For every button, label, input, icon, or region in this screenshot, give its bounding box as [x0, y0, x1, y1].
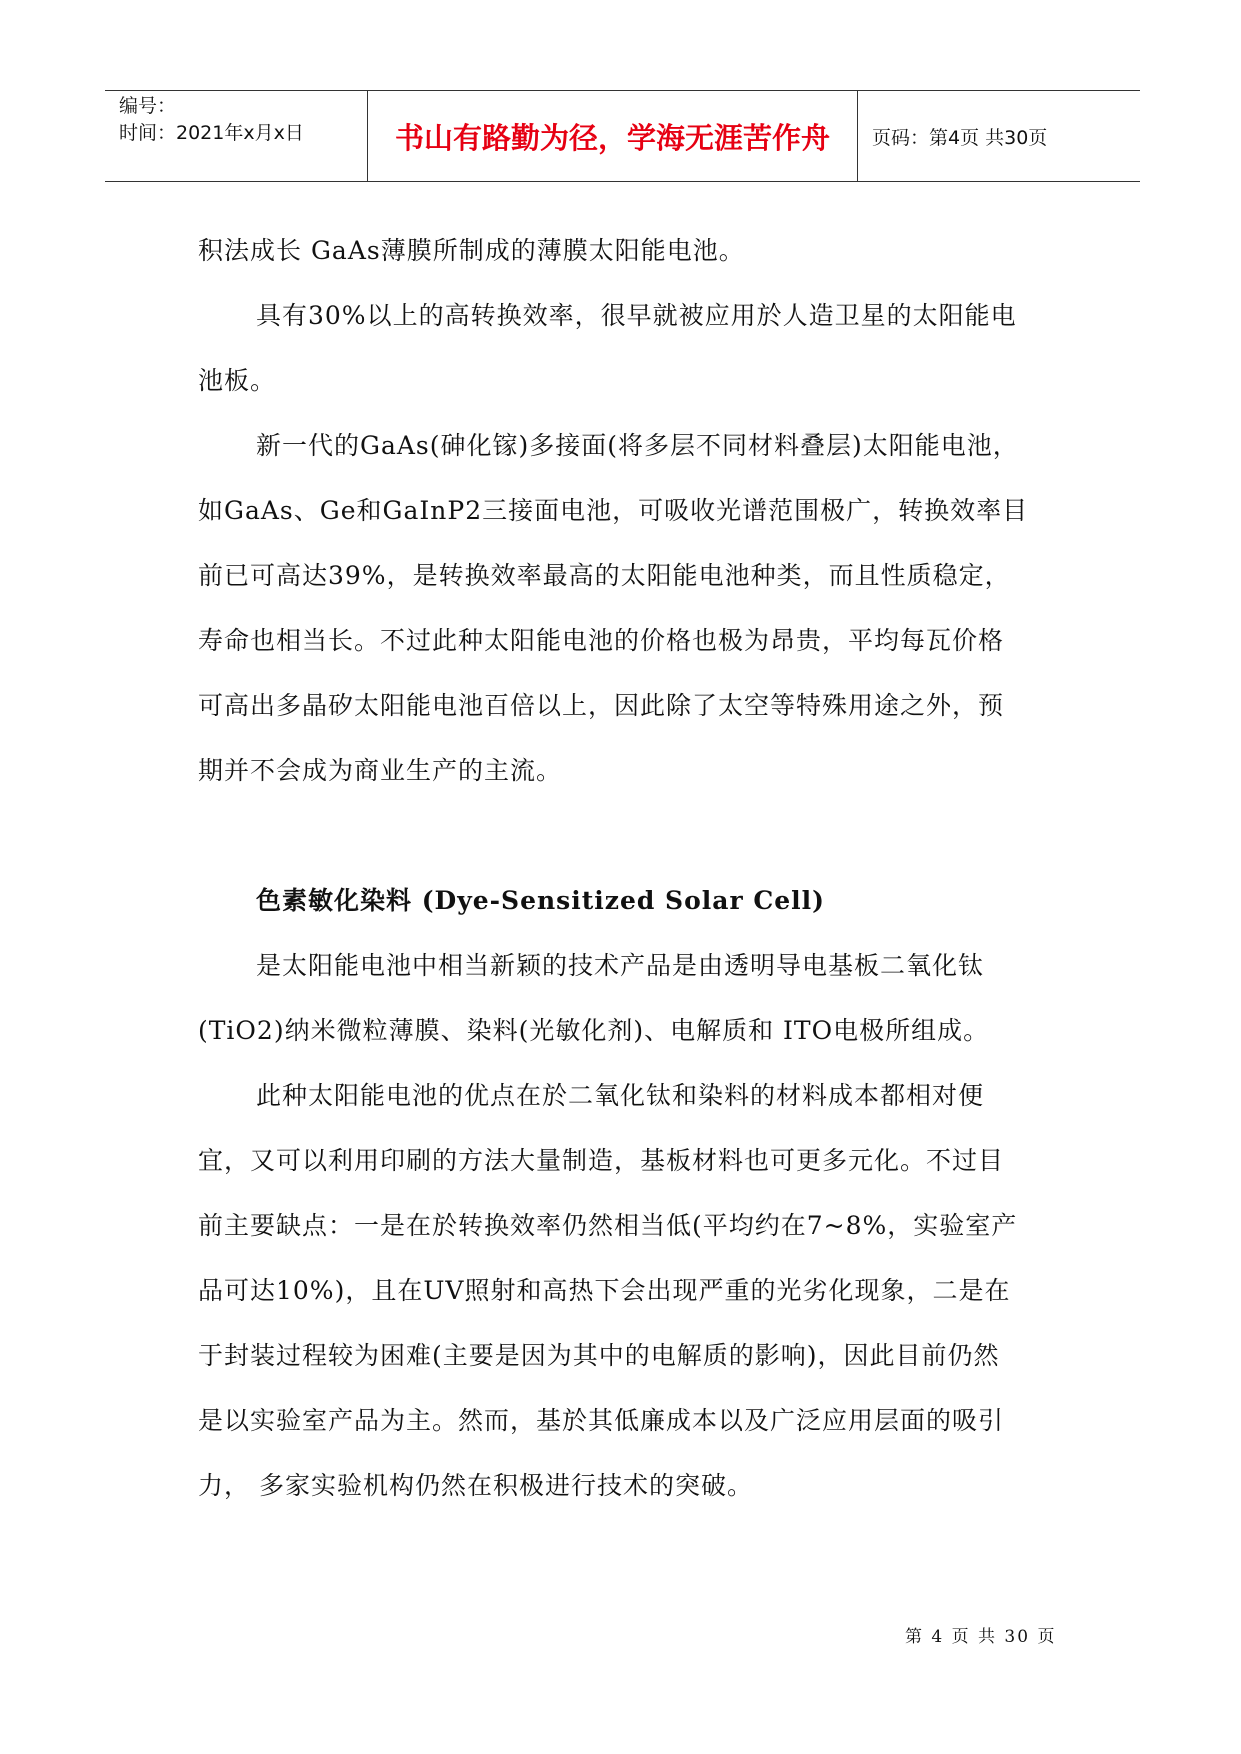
body-line: 是太阳能电池中相当新颖的技术产品是由透明导电基板二氧化钛	[256, 951, 985, 980]
body-line: 于封装过程较为困难(主要是因为其中的电解质的影响)，因此目前仍然	[198, 1341, 1000, 1370]
body-line: 积法成长 GaAs薄膜所制成的薄膜太阳能电池。	[198, 236, 745, 265]
body-line: 宜，又可以利用印刷的方法大量制造，基板材料也可更多元化。不过目	[198, 1146, 1005, 1175]
header-motto: 书山有路勤为径，学海无涯苦作舟	[368, 91, 858, 181]
body-line: 此种太阳能电池的优点在於二氧化钛和染料的材料成本都相对便	[256, 1081, 985, 1110]
document-body	[198, 218, 1078, 1518]
body-line: 具有30%以上的高转换效率，很早就被应用於人造卫星的太阳能电	[256, 301, 1017, 330]
header-page-label: 页码：第4页 共30页	[872, 126, 1048, 149]
body-line: 可高出多晶矽太阳能电池百倍以上，因此除了太空等特殊用途之外，预	[198, 691, 1005, 720]
body-line: (TiO2)纳米微粒薄膜、染料(光敏化剂)、电解质和 ITO电极所组成。	[198, 1016, 990, 1045]
body-line: 池板。	[198, 366, 277, 395]
body-line: 如GaAs、Ge和GaInP2三接面电池，可吸收光谱范围极广，转换效率目	[198, 496, 1029, 525]
body-line: 新一代的GaAs(砷化镓)多接面(将多层不同材料叠层)太阳能电池，	[256, 431, 1019, 460]
body-line: 品可达10%)，且在UV照射和高热下会出现严重的光劣化现象，二是在	[198, 1276, 1011, 1305]
time-label: 时间：2021年x月x日	[119, 122, 304, 144]
body-line: 是以实验室产品为主。然而，基於其低廉成本以及广泛应用层面的吸引	[198, 1406, 1005, 1435]
page-footer: 第 4 页 共 30 页	[905, 1627, 1057, 1647]
body-line: 期并不会成为商业生产的主流。	[198, 756, 563, 785]
number-label: 编号：	[119, 95, 177, 117]
body-line: 前主要缺点：一是在於转换效率仍然相当低(平均约在7~8%，实验室产	[198, 1211, 1018, 1240]
page-header	[105, 90, 1140, 182]
body-line: 力， 多家实验机构仍然在积极进行技术的突破。	[198, 1471, 753, 1500]
blank-line	[198, 803, 1078, 868]
section-heading: 色素敏化染料 (Dye-Sensitized Solar Cell)	[256, 886, 825, 915]
header-meta	[105, 91, 368, 181]
body-line: 寿命也相当长。不过此种太阳能电池的价格也极为昂贵，平均每瓦价格	[198, 626, 1005, 655]
body-line: 前已可高达39%，是转换效率最高的太阳能电池种类，而且性质稳定，	[198, 561, 1011, 590]
